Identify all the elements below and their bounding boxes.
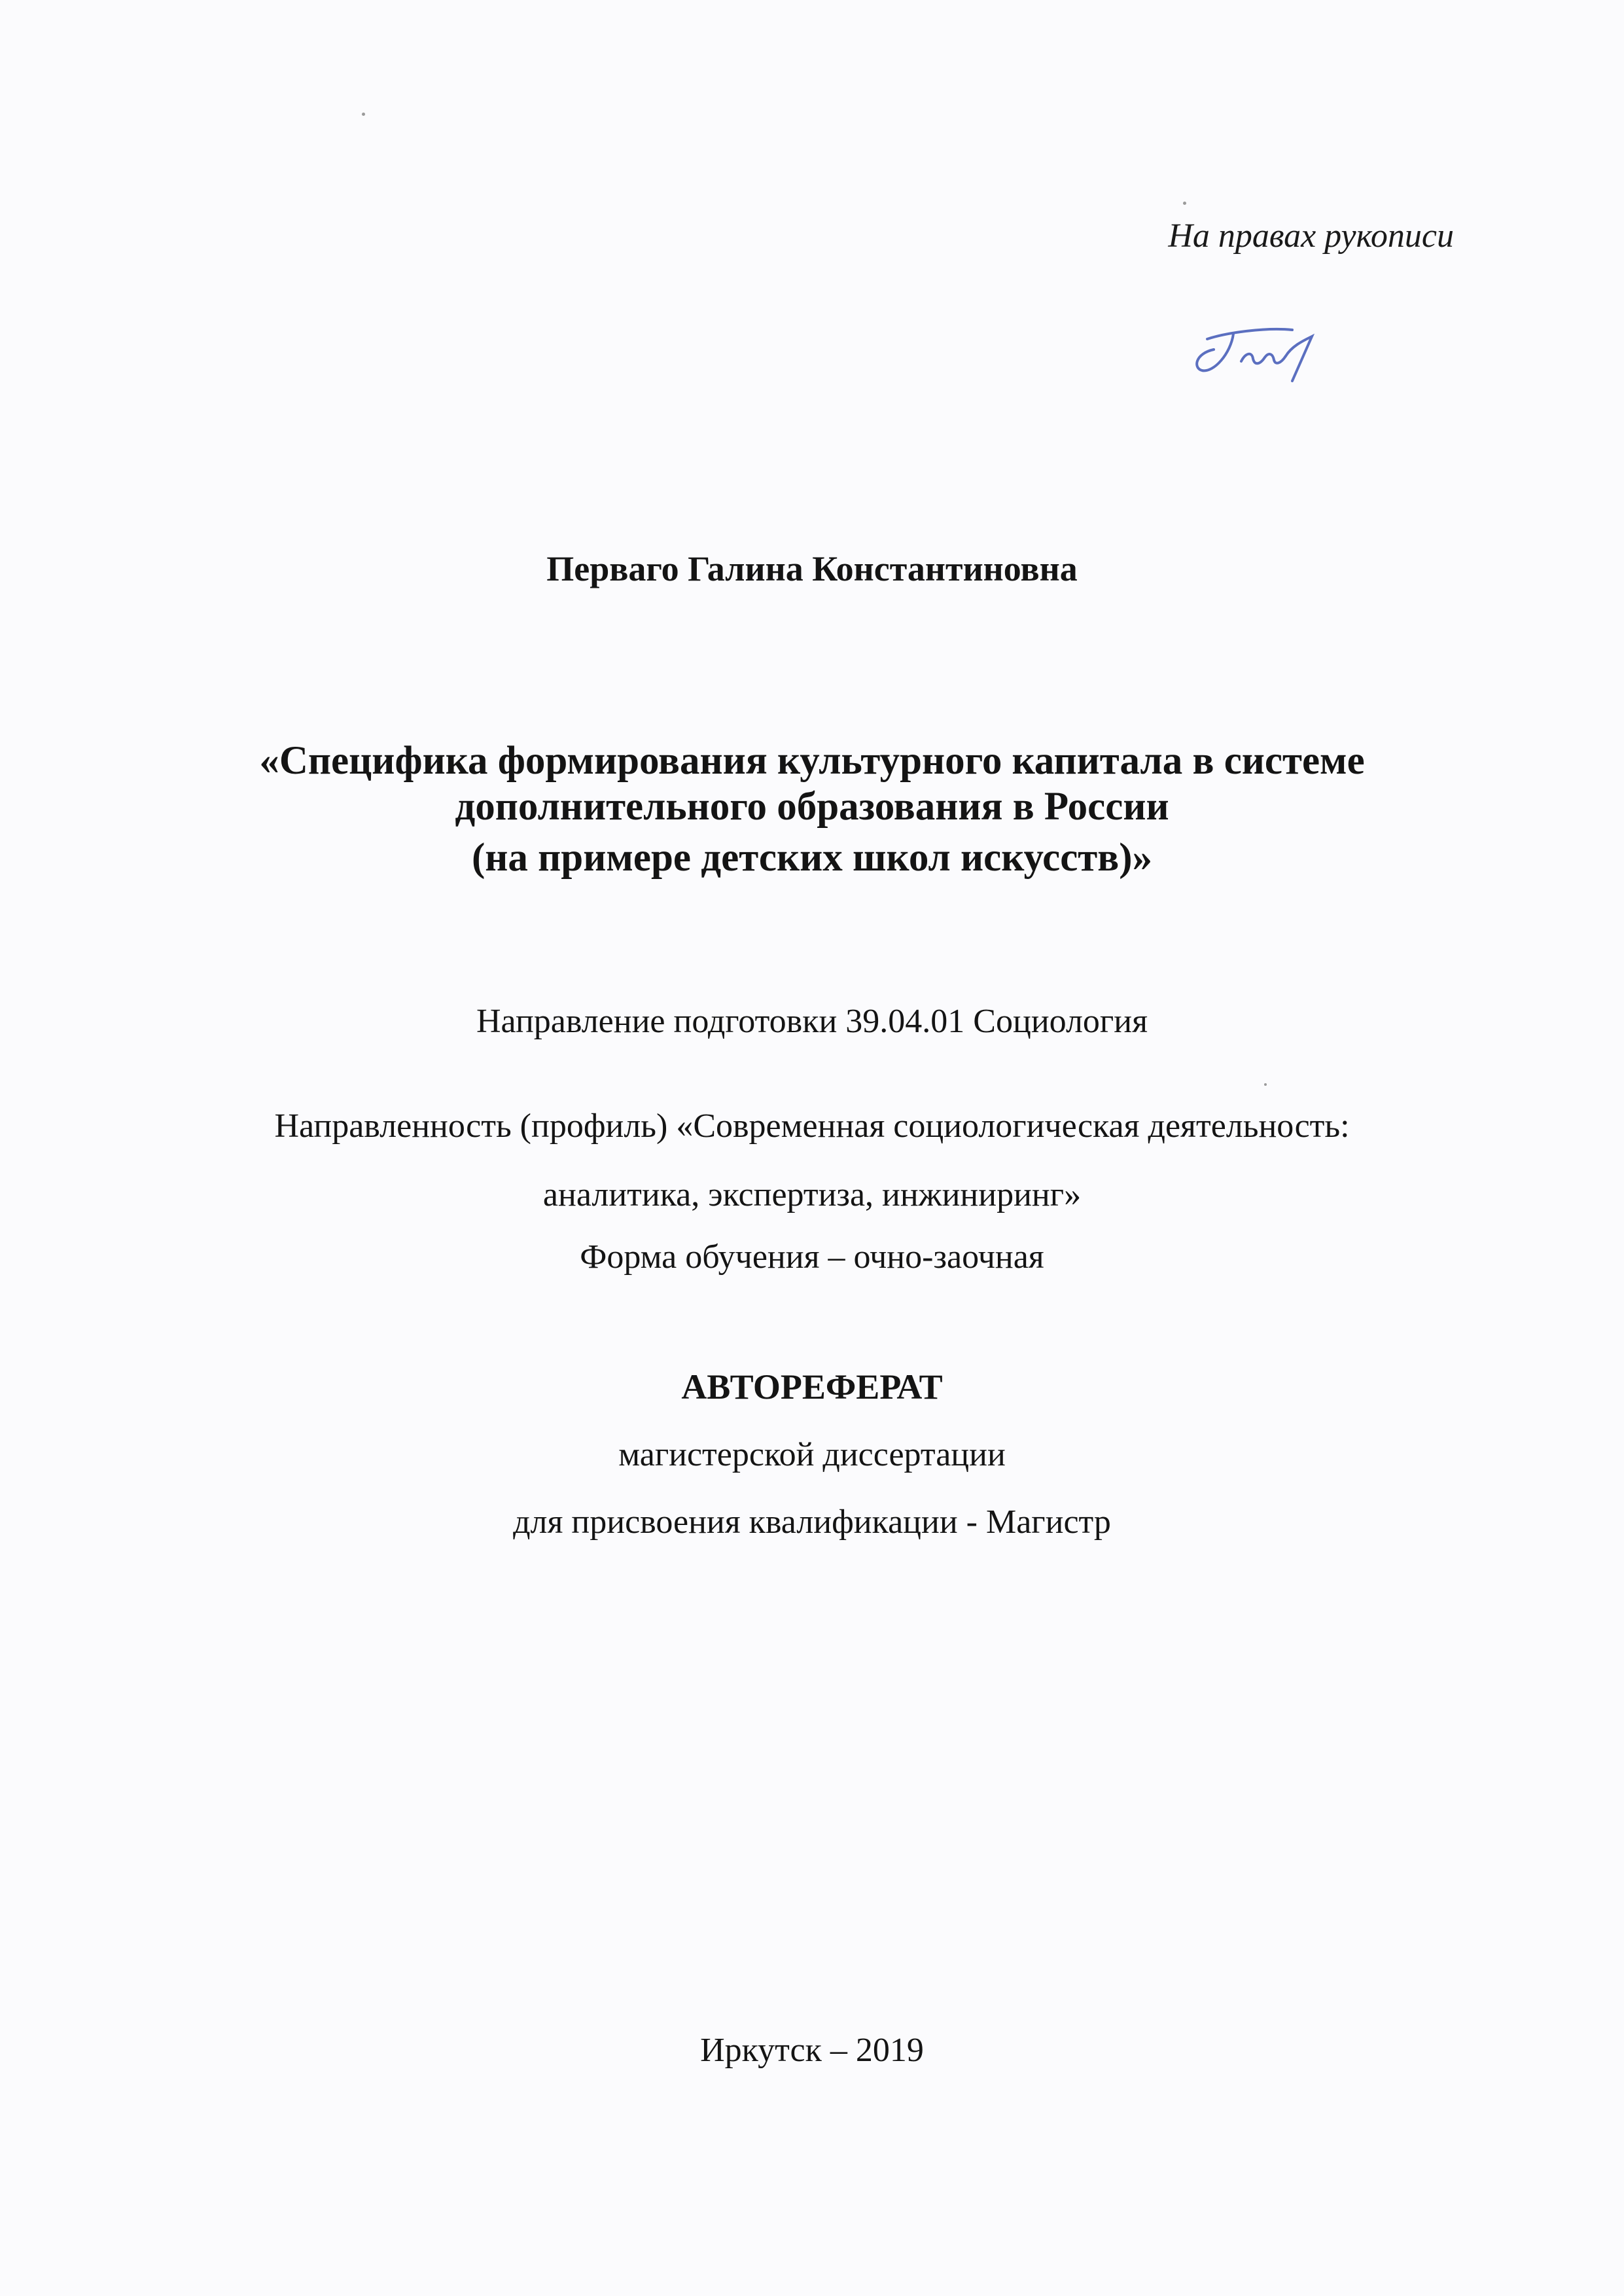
scan-speck — [362, 113, 365, 116]
degree-line: для присвоения квалификации - Магистр — [513, 1503, 1111, 1541]
scan-speck — [1264, 1083, 1267, 1086]
thesis-type: магистерской диссертации — [618, 1436, 1006, 1473]
study-form: Форма обучения – очно-заочная — [580, 1238, 1044, 1276]
thesis-title-line-2: дополнительного образования в России — [455, 785, 1169, 829]
thesis-title-line-1: «Специфика формирования культурного капитала в системе — [259, 739, 1365, 783]
scan-speck — [1183, 202, 1186, 205]
city-year: Иркутск – 2019 — [700, 2032, 924, 2069]
abstract-heading: АВТОРЕФЕРАТ — [681, 1367, 943, 1407]
handwritten-signature — [1188, 308, 1325, 399]
thesis-title-line-3: (на примере детских школ искусств)» — [471, 836, 1153, 880]
profile-line-1: Направленность (профиль) «Современная социологическая деятельность: — [274, 1107, 1350, 1145]
profile-line-2: аналитика, экспертиза, инжиниринг» — [542, 1176, 1082, 1213]
training-direction: Направление подготовки 39.04.01 Социология — [476, 1003, 1148, 1040]
author-name: Перваго Галина Константиновна — [546, 549, 1078, 588]
manuscript-note: На правах рукописи — [1168, 217, 1454, 255]
